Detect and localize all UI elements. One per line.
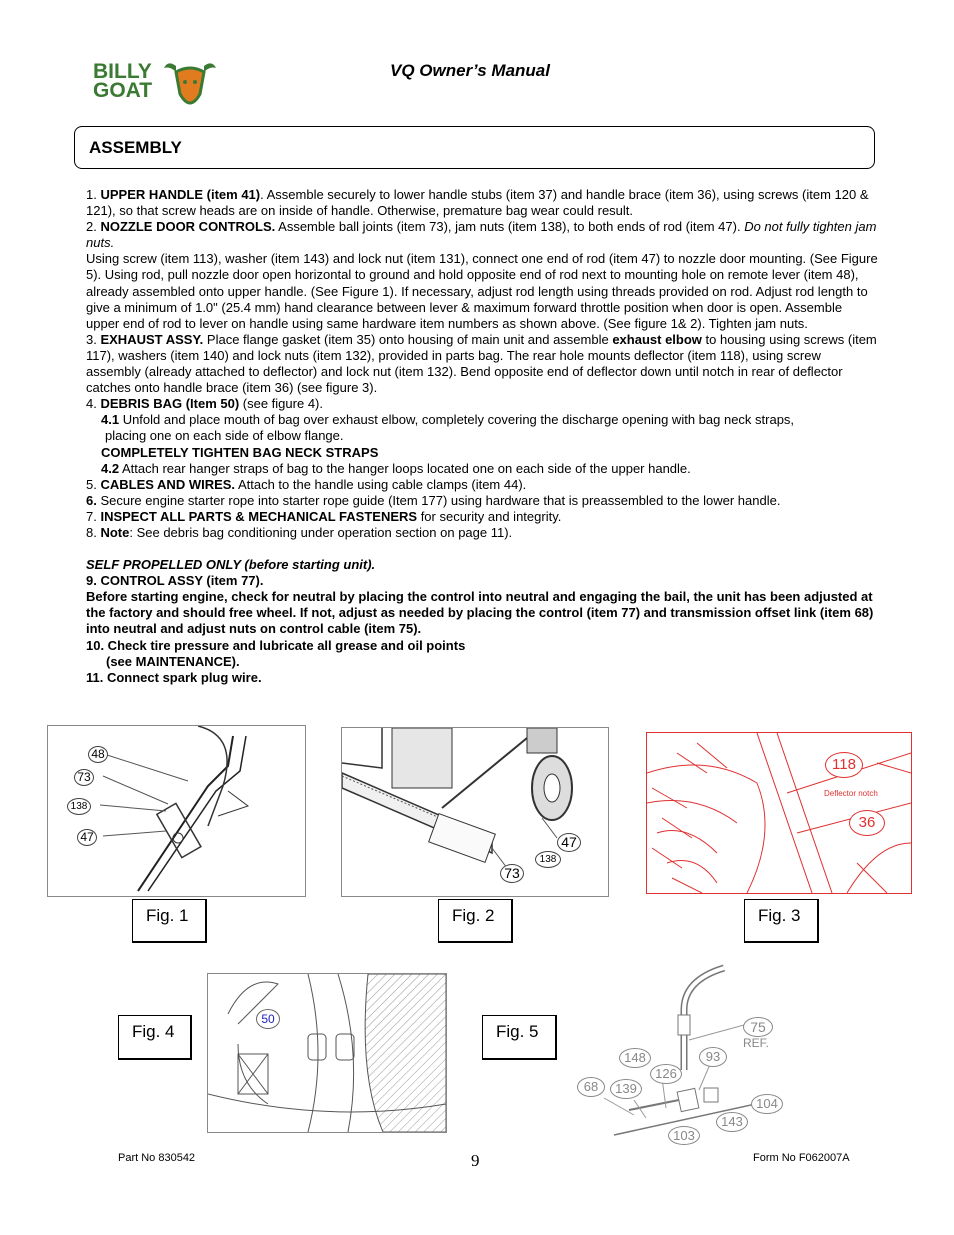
self-propelled-title: SELF PROPELLED ONLY (before starting unit). (86, 557, 376, 573)
step-8: 8. Note: See debris bag conditioning under operation section on page 11). (86, 524, 513, 540)
deflector-notch-note: Deflector notch (824, 789, 878, 798)
control-linkage-drawing (574, 960, 794, 1145)
step-2-detail: Using screw (item 113), washer (item 143) and lock nut (item 131), connect one end of rod (item 47) to nozzle door mounting. (See Figure 5). Using rod, pull nozzle door open horizontal to ground and hold opposite end of rod next to mounting hole on remote lever (item 48), already assembled onto upper handle. (See Figure 1). If necessary, adjust rod length using threads provided on rod. Adjust rod length to give a minimum of 1.0" (25.4 mm) hand clearance between lever & maximum forward throttle position when door is open. Assemble upper end of rod to lever on handle using same hardware item numbers as shown above. (See figure 1& 2). Tighten jam nuts. (86, 251, 878, 331)
callout-104: 104 (751, 1094, 783, 1114)
section-header-box (74, 126, 875, 169)
step-4-1-warning: COMPLETELY TIGHTEN BAG NECK STRAPS (101, 444, 379, 460)
step-5: 5. CABLES AND WIRES. Attach to the handle using cable clamps (item 44). (86, 476, 527, 492)
step-9-detail: Before starting engine, check for neutral by placing the control into neutral and engaging the bail, the unit has been adjusted at the factory and should free wheel. If not, adjust as needed by placing the control (item 77) and transmission offset link (item 68) into neutral and adjust nuts on control cable (item 75). (86, 589, 874, 637)
callout-68: 68 (577, 1077, 605, 1097)
callout-139: 139 (610, 1079, 642, 1099)
callout-50: 50 (256, 1009, 280, 1029)
goat-head-icon (164, 63, 216, 103)
figure-2-image (341, 727, 609, 897)
manual-title: VQ Owner’s Manual (390, 61, 550, 80)
callout-93: 93 (699, 1047, 727, 1067)
callout-143: 143 (716, 1112, 748, 1132)
step-4-1: 4.1 Unfold and place mouth of bag over exhaust elbow, completely covering the discharge opening with bag neck straps, (101, 412, 795, 428)
figure-4-label: Fig. 4 (118, 1015, 192, 1060)
step-4: 4. DEBRIS BAG (Item 50) (see figure 4). (86, 396, 323, 412)
step-7: 7. INSPECT ALL PARTS & MECHANICAL FASTENERS for security and integrity. (86, 508, 562, 524)
figure-3-image (646, 732, 912, 894)
step-6: 6. Secure engine starter rope into starter rope guide (Item 177) using hardware that is preassembled to the lower handle. (86, 492, 781, 508)
footer-form-number: Form No F062007A (753, 1152, 850, 1164)
figure-1-label: Fig. 1 (132, 899, 207, 943)
callout-118: 118 (825, 752, 863, 778)
figure-4-image (207, 973, 447, 1133)
figure-3-label: Fig. 3 (744, 899, 819, 943)
figure-5-image (574, 960, 794, 1145)
figure-5-label: Fig. 5 (482, 1015, 557, 1060)
step-10: 10. Check tire pressure and lubricate all grease and oil points (86, 637, 466, 653)
callout-73: 73 (74, 769, 94, 786)
nozzle-door-drawing (342, 728, 608, 896)
callout-ref: REF. (743, 1036, 770, 1050)
logo-text: BILLY GOAT (93, 60, 153, 102)
callout-48: 48 (88, 746, 108, 763)
callout-138: 138 (67, 798, 91, 815)
step-1: 1. UPPER HANDLE (item 41). Assemble securely to lower handle stubs (item 37) and handle brace (item 36), using screws (item 120 & 121), so that screw heads are on inside of handle. Otherwise, premature bag wear could result. (86, 187, 869, 219)
callout-103: 103 (668, 1126, 700, 1145)
step-11: 11. Connect spark plug wire. (86, 669, 262, 685)
callout-36: 36 (849, 810, 885, 836)
page-number: 9 (471, 1151, 480, 1170)
figure-2-label: Fig. 2 (438, 899, 513, 943)
instructions-body (86, 187, 878, 686)
callout-47: 47 (557, 833, 581, 852)
step-2: 2. NOZZLE DOOR CONTROLS. Assemble ball joints (item 73), jam nuts (item 138), to both ends of rod (item 47). Do not fully tighten jam nuts. (86, 219, 877, 251)
callout-126: 126 (650, 1064, 682, 1084)
callout-138: 138 (535, 851, 561, 868)
step-3: 3. EXHAUST ASSY. Place flange gasket (item 35) onto housing of main unit and assemble exhaust elbow to housing using screws (item 117), washers (item 140) and lock nuts (item 132), provided in parts bag. The rear hole mounts deflector (item 118), using screw assembly (already attached to deflector) and lock nut (item 132). Bend opposite end of deflector down until notch in rear of deflector catches onto handle brace (item 36) (see figure 3). (86, 331, 877, 396)
step-9: 9. CONTROL ASSY (item 77). (86, 573, 264, 589)
debris-bag-drawing (208, 974, 446, 1132)
callout-75: 75 (743, 1017, 773, 1037)
figure-1-image (47, 725, 306, 897)
step-4-2: 4.2 Attach rear hanger straps of bag to the hanger loops located one on each side of the upper handle. (101, 460, 691, 476)
callout-73: 73 (500, 864, 524, 883)
section-title: ASSEMBLY (89, 138, 182, 157)
footer-part-number: Part No 830542 (118, 1152, 196, 1164)
step-10-cont: (see MAINTENANCE). (106, 653, 240, 669)
callout-148: 148 (619, 1048, 651, 1068)
callout-47: 47 (77, 829, 97, 846)
step-4-1-cont: placing one on each side of elbow flange. (105, 428, 344, 444)
